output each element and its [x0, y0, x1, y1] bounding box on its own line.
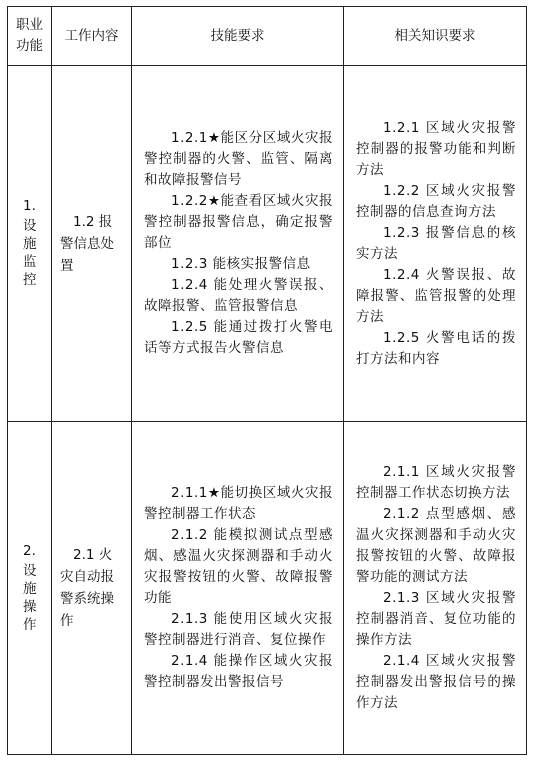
skill-item: 1.2.1★能区分区域火灾报警控制器的火警、监管、隔离和故障报警信号 — [144, 130, 333, 188]
work-content-text: 1.2 报警信息处置 — [60, 213, 114, 274]
header-skill-requirements: 技能要求 — [132, 7, 344, 66]
skill-item: 1.2.2★能查看区域火灾报警控制器报警信息，确定报警部位 — [144, 193, 333, 251]
knowledge-requirements-cell — [344, 422, 527, 755]
work-content-cell — [52, 422, 132, 755]
header-function-line2: 功能 — [16, 38, 43, 54]
knowledge-item: 1.2.5 火警电话的拨打方法和内容 — [356, 329, 516, 367]
skill-item: 1.2.5 能通过拨打火警电话等方式报告火警信息 — [144, 319, 333, 356]
knowledge-item: 2.1.1 区域火灾报警控制器工作状态切换方法 — [356, 464, 516, 501]
skill-item: 2.1.1★能切换区域火灾报警控制器工作状态 — [144, 485, 333, 522]
header-knowledge-requirements: 相关知识要求 — [344, 7, 527, 66]
header-row — [8, 7, 527, 66]
skill-item: 1.2.3 能核实报警信息 — [171, 256, 311, 272]
work-content-text: 2.1 火灾自动报警系统操作 — [60, 547, 114, 629]
header-function-line1: 职业 — [16, 17, 43, 33]
knowledge-item: 2.1.3 区域火灾报警控制器消音、复位功能的操作方法 — [356, 590, 516, 648]
skill-item: 2.1.4 能操作区域火灾报警控制器发出警报信号 — [144, 653, 333, 690]
knowledge-item: 2.1.2 点型感烟、感温火灾探测器和手动火灾报警按钮的火警、故障报警功能的测试方法 — [356, 506, 516, 585]
knowledge-item: 1.2.2 区域火灾报警控制器的信息查询方法 — [356, 182, 516, 220]
header-function — [8, 7, 52, 66]
table-row — [8, 66, 527, 422]
function-name: 设施监控 — [23, 218, 37, 288]
skill-item: 2.1.3 能使用区域火灾报警控制器进行消音、复位操作 — [144, 611, 333, 648]
function-name: 设施操作 — [23, 562, 37, 633]
knowledge-requirements-cell — [344, 66, 527, 422]
knowledge-item: 2.1.4 区域火灾报警控制器发出警报信号的操作方法 — [356, 653, 516, 711]
work-content-cell — [52, 66, 132, 422]
function-cell — [8, 66, 52, 422]
function-number: 1. — [23, 198, 36, 214]
skill-standard-table — [7, 6, 527, 755]
function-cell — [8, 422, 52, 755]
skill-item: 2.1.2 能模拟测试点型感烟、感温火灾探测器和手动火灾报警按钮的火警、故障报警功能 — [144, 527, 333, 606]
skill-requirements-cell — [132, 66, 344, 422]
knowledge-item: 1.2.4 火警误报、故障报警、监管报警的处理方法 — [356, 266, 516, 325]
skill-requirements-cell — [132, 422, 344, 755]
knowledge-item: 1.2.3 报警信息的核实方法 — [356, 224, 516, 262]
header-work-content: 工作内容 — [52, 7, 132, 66]
knowledge-item: 1.2.1 区域火灾报警控制器的报警功能和判断方法 — [356, 119, 516, 178]
skill-item: 1.2.4 能处理火警误报、故障报警、监管报警信息 — [144, 277, 333, 314]
table-row — [8, 422, 527, 755]
function-number: 2. — [23, 542, 36, 559]
